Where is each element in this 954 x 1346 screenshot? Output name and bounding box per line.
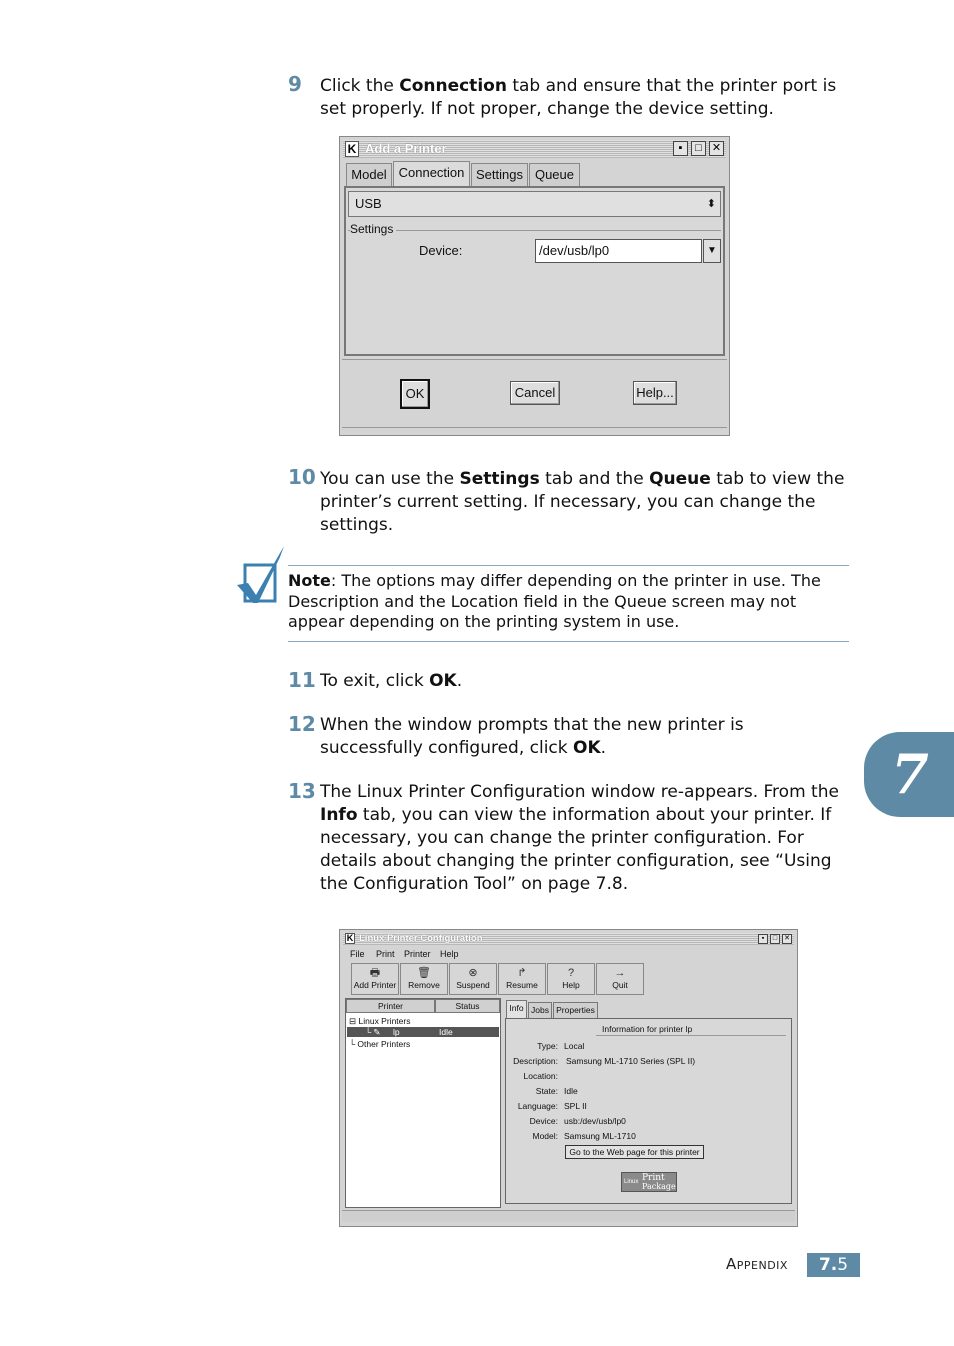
menu-file[interactable]: File (350, 949, 365, 959)
window-titlebar[interactable] (343, 140, 726, 158)
tree-label: Linux Printers (358, 1016, 411, 1026)
remove-label: Remove (408, 980, 440, 990)
add-printer-window (339, 136, 730, 436)
trash-icon: 🗑 (417, 967, 431, 979)
window-title: Linux Printer Configuration (359, 933, 483, 944)
step-13-text-part: tab, you can view the information about your printer. If necessary, you can change the printer configuration. For details about changing the printer configuration, see “Using the Configuration Tool” on page 7.8. (320, 805, 832, 894)
resume-button[interactable] (498, 963, 546, 995)
quit-label: Quit (612, 980, 628, 990)
add-printer-label: Add Printer (353, 980, 397, 990)
page-number-rest: 5 (837, 1255, 849, 1275)
step-12-text-part: When the window prompts that the new printer is successfully configured, click (320, 715, 744, 758)
info-value-model: Samsung ML-1710 (564, 1131, 636, 1141)
page-number-bold: 7. (818, 1255, 838, 1275)
note-text (288, 571, 850, 633)
step-number-12: 12 (288, 712, 316, 736)
help-label: Help (562, 980, 580, 990)
tab-info[interactable]: Info (506, 1000, 527, 1018)
tab-jobs[interactable]: Jobs (528, 1002, 552, 1018)
note-label: Note (288, 571, 331, 590)
status-bar (342, 1210, 795, 1222)
step-number-13: 13 (288, 779, 316, 803)
step-9-text-part: Click the (320, 76, 400, 96)
quit-icon: → (614, 967, 626, 979)
kde-k-icon[interactable]: K (345, 141, 359, 157)
logo-line-2: Package (642, 1182, 676, 1191)
settings-group-label: Settings (350, 222, 396, 236)
step-11-bold: OK (429, 671, 457, 691)
step-9-text-part: tab and ensure that the printer port is set properly. If not proper, change the device setting. (320, 76, 837, 119)
step-9-bold: Connection (399, 76, 507, 96)
step-12-text-part: . (600, 738, 607, 758)
expander-icon[interactable]: ⊟ (349, 1016, 357, 1026)
minimize-icon[interactable]: ▪ (758, 934, 768, 944)
window-bottom-edge (342, 427, 727, 433)
kde-k-icon[interactable]: K (346, 933, 354, 943)
tree-node-other-printers[interactable]: └ Other Printers (349, 1039, 411, 1049)
resume-label: Resume (506, 980, 538, 990)
divider (596, 1035, 786, 1036)
suspend-icon: ⊗ (468, 967, 478, 979)
tab-properties[interactable]: Properties (553, 1002, 598, 1018)
checkmark-note-icon (234, 543, 288, 607)
printer-add-icon: 🖶 (369, 967, 381, 979)
menu-print[interactable]: Print (376, 949, 395, 959)
step-10-text-part: tab to view the printer’s current setting. If necessary, you can change the settings. (320, 469, 845, 535)
step-10-bold: Settings (459, 469, 540, 489)
suspend-label: Suspend (456, 980, 490, 990)
info-label-description: Description: (513, 1056, 558, 1066)
step-10-text-part: You can use the (320, 469, 460, 489)
help-button[interactable] (547, 963, 595, 995)
device-label: Device: (419, 243, 463, 258)
settings-group (348, 222, 721, 350)
footer-section-text: Appendix (726, 1255, 788, 1273)
printer-icon: └ ✎ (365, 1027, 381, 1037)
printer-name: lp (393, 1027, 400, 1037)
web-page-button[interactable]: Go to the Web page for this printer (565, 1145, 704, 1159)
remove-button[interactable] (400, 963, 448, 995)
updown-arrow-icon: ⬍ (706, 198, 716, 210)
step-10-bold: Queue (649, 469, 711, 489)
step-11-text (320, 670, 850, 693)
tree-label: Other Printers (357, 1039, 411, 1049)
maximize-icon[interactable]: □ (691, 141, 706, 156)
info-value-language: SPL II (564, 1101, 587, 1111)
page-number (807, 1253, 860, 1277)
connection-type-value: USB (355, 196, 382, 211)
note-bottom-rule (288, 641, 849, 642)
resume-icon: ↱ (517, 967, 527, 979)
menu-help[interactable]: Help (440, 949, 459, 959)
info-label-state: State: (535, 1086, 558, 1096)
quit-button[interactable] (596, 963, 644, 995)
logo-small-text: Linux (624, 1179, 639, 1185)
tab-model[interactable]: Model (346, 163, 392, 187)
help-icon: ? (567, 967, 575, 979)
cancel-button[interactable]: Cancel (510, 381, 560, 405)
step-12-bold: OK (573, 738, 601, 758)
print-package-logo (621, 1172, 677, 1192)
note-top-rule (288, 565, 849, 566)
info-value-description: Samsung ML-1710 Series (SPL II) (566, 1056, 696, 1066)
column-header-printer[interactable]: Printer (346, 999, 435, 1013)
table-row[interactable] (347, 1027, 499, 1037)
suspend-button[interactable] (449, 963, 497, 995)
connection-type-select[interactable] (348, 191, 721, 217)
note-body: : The options may differ depending on the printer in use. The Description and the Location field in the Queue screen may not appear depending on the printing system in use. (288, 571, 821, 631)
step-number-9: 9 (288, 72, 302, 96)
tab-connection[interactable]: Connection (393, 161, 470, 187)
tab-queue[interactable]: Queue (529, 163, 580, 187)
chapter-number: 7 (891, 742, 929, 806)
info-label-location: Location: (523, 1071, 558, 1081)
minimize-icon[interactable]: ▪ (673, 141, 688, 156)
step-12-text (320, 714, 770, 760)
column-header-status[interactable]: Status (435, 999, 500, 1013)
ok-button[interactable]: OK (400, 379, 430, 409)
divider (342, 359, 727, 360)
tab-settings[interactable]: Settings (471, 163, 528, 187)
info-label-device: Device: (529, 1116, 558, 1126)
add-printer-button[interactable] (351, 963, 399, 995)
step-number-10: 10 (288, 465, 316, 489)
device-input[interactable]: /dev/usb/lp0 (535, 239, 702, 263)
info-label-model: Model: (532, 1131, 558, 1141)
info-heading: Information for printer lp (602, 1024, 693, 1034)
info-label-language: Language: (517, 1101, 558, 1111)
step-13-text (320, 781, 840, 896)
step-11-text-part: . (456, 671, 463, 691)
close-icon[interactable]: ✕ (709, 141, 724, 156)
help-button[interactable]: Help... (633, 381, 677, 405)
step-11-text-part: To exit, click (320, 671, 430, 691)
step-10-text (320, 468, 850, 537)
close-icon[interactable]: ✕ (782, 934, 792, 944)
chevron-down-icon[interactable]: ▼ (703, 239, 721, 263)
step-13-bold: Info (320, 805, 358, 825)
info-label-type: Type: (537, 1041, 558, 1051)
window-titlebar[interactable] (343, 933, 794, 945)
window-title: Add a Printer (365, 141, 447, 156)
logo-line-1: Print (642, 1173, 665, 1183)
step-10-text-part: tab and the (539, 469, 650, 489)
maximize-icon[interactable]: □ (770, 934, 780, 944)
info-panel (505, 1018, 792, 1204)
connection-panel (344, 186, 725, 356)
step-number-11: 11 (288, 668, 316, 692)
info-value-type: Local (564, 1041, 585, 1051)
menu-printer[interactable]: Printer (404, 949, 431, 959)
printer-status: Idle (439, 1027, 453, 1037)
footer-section (726, 1255, 788, 1273)
tree-node-linux-printers[interactable] (349, 1016, 410, 1027)
step-9-text (320, 75, 850, 121)
info-value-state: Idle (564, 1086, 578, 1096)
info-value-device: usb:/dev/usb/lp0 (564, 1116, 626, 1126)
step-13-text-part: The Linux Printer Configuration window re-appears. From the (320, 782, 839, 802)
printer-list[interactable] (345, 998, 501, 1208)
printer-config-window (339, 929, 798, 1227)
